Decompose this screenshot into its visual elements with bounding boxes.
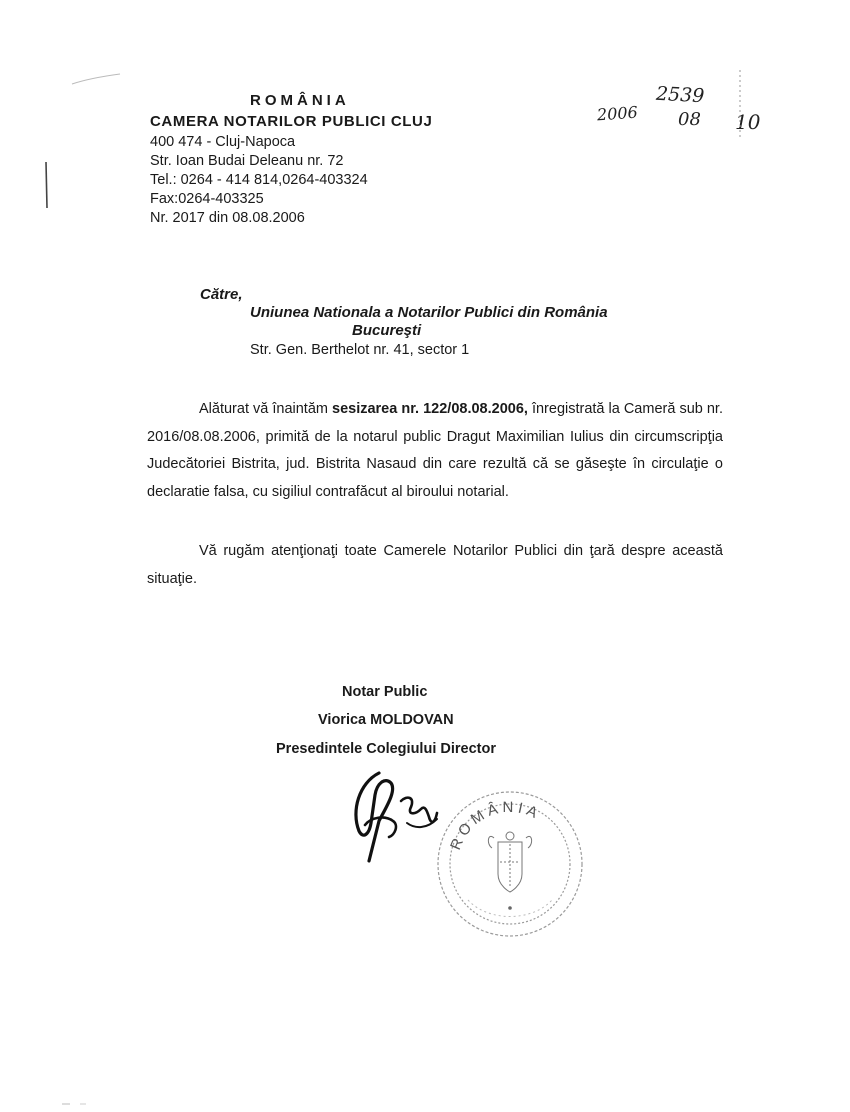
institution-heading: CAMERA NOTARILOR PUBLICI CLUJ	[150, 113, 433, 130]
stamp-text: ROMÂNIA	[447, 798, 544, 853]
country-heading: ROMÂNIA	[250, 92, 350, 109]
body-paragraph-2: Vă rugăm atenţionaţi toate Camerele Notarilor Publici din ţară despre această situaţie.	[147, 543, 723, 587]
svg-text:ROMÂNIA	[447, 799, 544, 852]
handwritten-number: 2539	[655, 82, 705, 108]
postal-line: 400 474 - Cluj-Napoca	[150, 134, 296, 150]
body-text: Alăturat vă înaintăm	[199, 401, 332, 417]
reference-line: Nr. 2017 din 08.08.2006	[150, 210, 305, 226]
addressee-organization: Uniunea Nationala a Notarilor Publici din România	[250, 304, 608, 321]
body-text: înregistrată la Cameră sub nr. 2016/08.08.2006, primită de la notarul public Dragut Maximilian Iulius din circumscripţia Judecătoriei Bistrita, jud. Bistrita Nasaud din care rezultă că se găseşte în circulaţie o declaratie falsa, cu sigiliul contrafăcut al biroului notarial.	[147, 401, 723, 500]
addressee-city: Bucureşti	[352, 322, 422, 339]
phone-line: Tel.: 0264 - 414 814,0264-403324	[150, 172, 368, 188]
official-stamp	[428, 782, 588, 942]
body-paragraph-1	[147, 396, 723, 506]
signature-name: Viorica MOLDOVAN	[318, 712, 454, 728]
handwritten-year: 2006	[596, 102, 639, 125]
scan-mark-top	[70, 70, 130, 90]
street-line: Str. Ioan Budai Deleanu nr. 72	[150, 153, 344, 169]
handwritten-day: 10	[735, 110, 761, 134]
scan-mark-bottom	[60, 1100, 100, 1108]
salutation: Către,	[200, 286, 243, 303]
handwritten-month: 08	[678, 109, 701, 130]
scan-mark-left	[40, 160, 52, 210]
fax-line: Fax:0264-403325	[150, 191, 264, 207]
coat-of-arms-icon	[488, 832, 531, 892]
signature-title: Notar Public	[342, 684, 428, 700]
addressee-street: Str. Gen. Berthelot nr. 41, sector 1	[250, 342, 470, 358]
signature-role: Presedintele Colegiului Director	[276, 741, 496, 757]
registration-box-mark	[720, 70, 760, 150]
body-emphasis: sesizarea nr. 122/08.08.2006,	[332, 401, 528, 417]
